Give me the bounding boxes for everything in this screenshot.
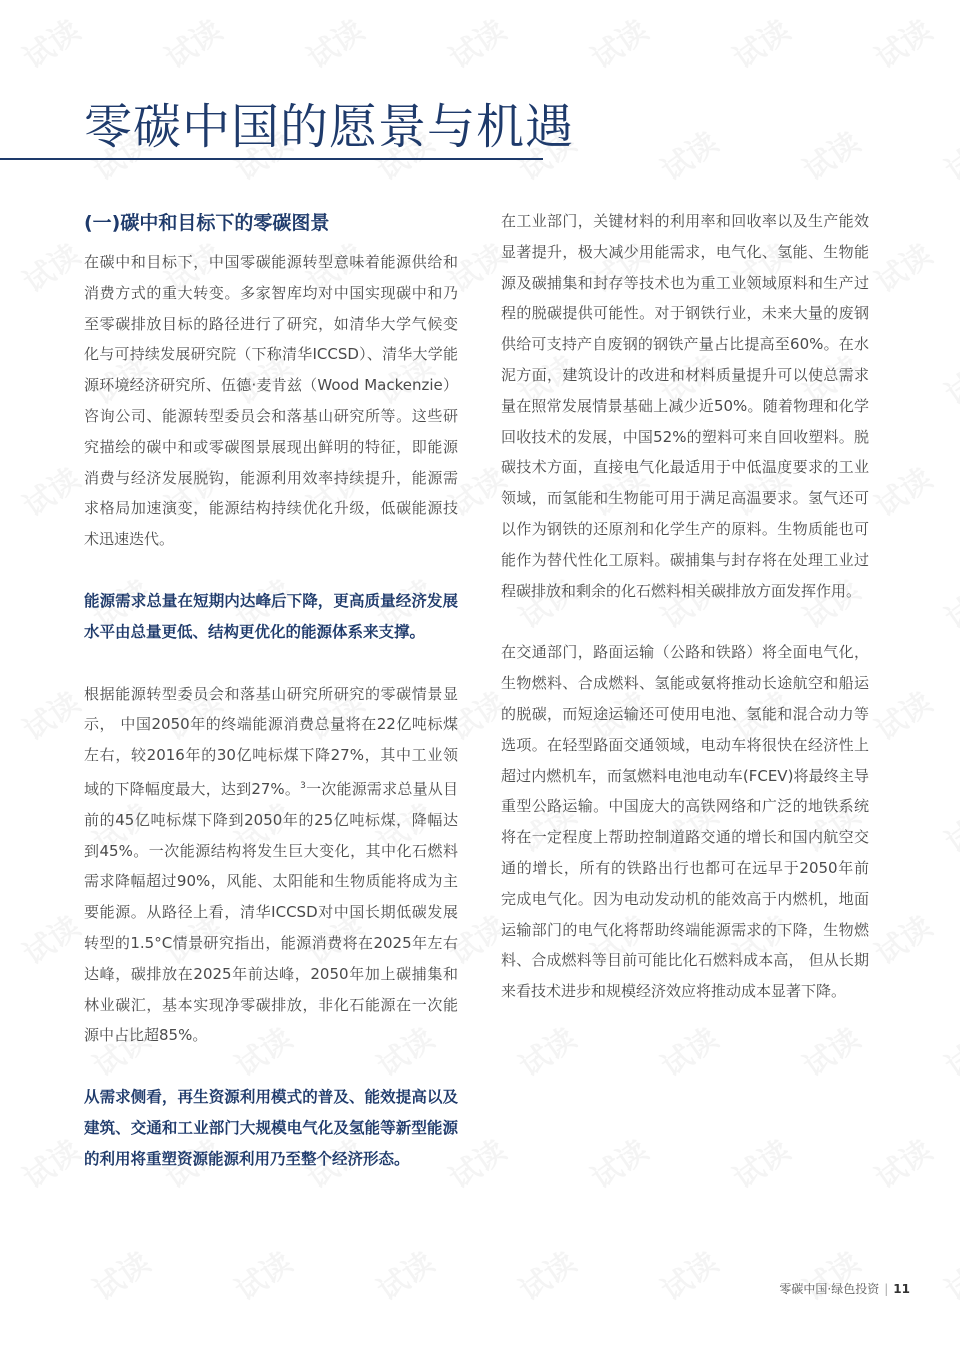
watermark-text: [935, 791, 960, 861]
watermark-text: [793, 1015, 867, 1085]
watermark-text: [723, 7, 797, 77]
watermark-text: [865, 7, 939, 77]
page-number: 11: [893, 1282, 910, 1296]
title-rule: [0, 158, 543, 160]
watermark-text: [13, 231, 87, 301]
watermark-text: [865, 455, 939, 525]
watermark-text: [225, 1239, 299, 1309]
watermark-text: [651, 1239, 725, 1309]
watermark-text: [13, 1127, 87, 1197]
watermark-text: [509, 1015, 583, 1085]
body-paragraph-part: 根据能源转型委员会和落基山研究所研究的零碳情景显示， 中国2050年的终端能源消费总量将在22亿吨标煤左右，较2016年的30亿吨标煤下降27%，其中工业领域的下降幅度最大，达到27%。: [84, 684, 458, 798]
watermark-text: [509, 1239, 583, 1309]
watermark-text: [935, 1239, 960, 1309]
watermark-text: [865, 231, 939, 301]
footer-separator: |: [884, 1282, 889, 1296]
watermark-text: [865, 1127, 939, 1197]
watermark-text: [935, 567, 960, 637]
page-footer: [779, 1280, 910, 1297]
watermark-text: [865, 903, 939, 973]
watermark-text: [793, 1239, 867, 1309]
watermark-text: [723, 1127, 797, 1197]
watermark-text: [581, 1127, 655, 1197]
watermark-text: [13, 7, 87, 77]
watermark-text: [935, 119, 960, 189]
footer-publication: 零碳中国·绿色投资: [779, 1282, 880, 1296]
highlight-statement: 从需求侧看，再生资源利用模式的普及、能效提高以及建筑、交通和工业部门大规模电气化及氢能等新型能源的利用将重塑资源能源利用乃至整个经济形态。: [84, 1088, 458, 1168]
watermark-text: [651, 119, 725, 189]
body-paragraph-part: 一次能源需求总量从目前的45亿吨标煤下降到2050年的25亿吨标煤，降幅达到45%。一次能源结构将发生巨大变化，其中化石燃料需求降幅超过90%，风能、太阳能和生物质能将成为主要能源。从路径上看，清华ICCSD对中国长期低碳发展转型的1.5°C情景研究指出，能源消费将在2025年左右达峰，碳排放在2025年前达峰，2050年加上碳捕集和林业碳汇，基本实现净零碳排放，非化石能源在一次能源中占比超85%。: [84, 779, 458, 1045]
left-column: [84, 207, 458, 1175]
body-paragraph: [84, 679, 458, 1052]
watermark-text: [13, 455, 87, 525]
watermark-text: [297, 7, 371, 77]
watermark-text: [13, 903, 87, 973]
watermark-text: [367, 1239, 441, 1309]
watermark-text: [13, 679, 87, 749]
footnote-mark: 3: [300, 780, 306, 791]
body-paragraph: 在工业部门，关键材料的利用率和回收率以及生产能效显著提升，极大减少用能需求，电气化、氢能、生物能源及碳捕集和封存等技术也为重工业领域原料和生产过程的脱碳提供可能性。对于钢铁行业，未来大量的废钢供给可支持产自废钢的钢铁产量占比提高至60%。在水泥方面，建筑设计的改进和材料质量提升可以使总需求量在照常发展情景基础上减少近50%。随着物理和化学回收技术的发展，中国52%的塑料可来自回收塑料。脱碳技术方面，直接电气化最适用于中低温度要求的工业领域，而氢能和生物能可用于满足高温要求。氢气还可以作为钢铁的还原剂和化学生产的原料。生物质能也可能作为替代性化工原料。碳捕集与封存将在处理工业过程碳排放和剩余的化石燃料相关碳排放方面发挥作用。: [501, 212, 869, 600]
watermark-text: [651, 1015, 725, 1085]
watermark-text: [935, 1015, 960, 1085]
watermark-text: [935, 343, 960, 413]
watermark-text: [793, 119, 867, 189]
watermark-text: [865, 679, 939, 749]
watermark-text: [155, 7, 229, 77]
watermark-text: [439, 7, 513, 77]
body-paragraph: 在交通部门，路面运输（公路和铁路）将全面电气化，生物燃料、合成燃料、氢能或氨将推动长途航空和船运的脱碳，而短途运输还可使用电池、氢能和混合动力等选项。在轻型路面交通领域，电动车将很快在经济性上超过内燃机车，而氢燃料电池电动车(FCEV)将最终主导重型公路运输。中国庞大的高铁网络和广泛的地铁系统将在一定程度上帮助控制道路交通的增长和国内航空交通的增长，所有的铁路出行也都可在远早于2050年前完成电气化。因为电动发动机的能效高于内燃机，地面运输部门的电气化将帮助终端能源需求的下降，生物燃料、合成燃料等目前可能比化石燃料成本高， 但从长期来看技术进步和规模经济效应将推动成本显著下降。: [501, 643, 869, 1001]
section-heading: (一)碳中和目标下的零碳图景: [84, 212, 330, 234]
highlight-statement: 能源需求总量在短期内达峰后下降，更高质量经济发展水平由总量更低、结构更优化的能源体系来支撑。: [84, 591, 458, 641]
right-column: [501, 206, 869, 1007]
page-title: 零碳中国的愿景与机遇: [84, 99, 575, 155]
watermark-text: [581, 7, 655, 77]
body-paragraph: 在碳中和目标下，中国零碳能源转型意味着能源供给和消费方式的重大转变。多家智库均对中国实现碳中和乃至零碳排放目标的路径进行了研究，如清华大学气候变化与可持续发展研究院（下称清华ICCSD）、清华大学能源环境经济研究所、伍德·麦肯兹（Wood Mackenzie）咨询公司、能源转型委员会和落基山研究所等。这些研究描绘的碳中和或零碳图景展现出鲜明的特征，即能源消费与经济发展脱钩，能源利用效率持续提升，能源需求格局加速演变，能源结构持续优化升级，低碳能源技术迅速迭代。: [84, 253, 458, 549]
watermark-text: [83, 1239, 157, 1309]
